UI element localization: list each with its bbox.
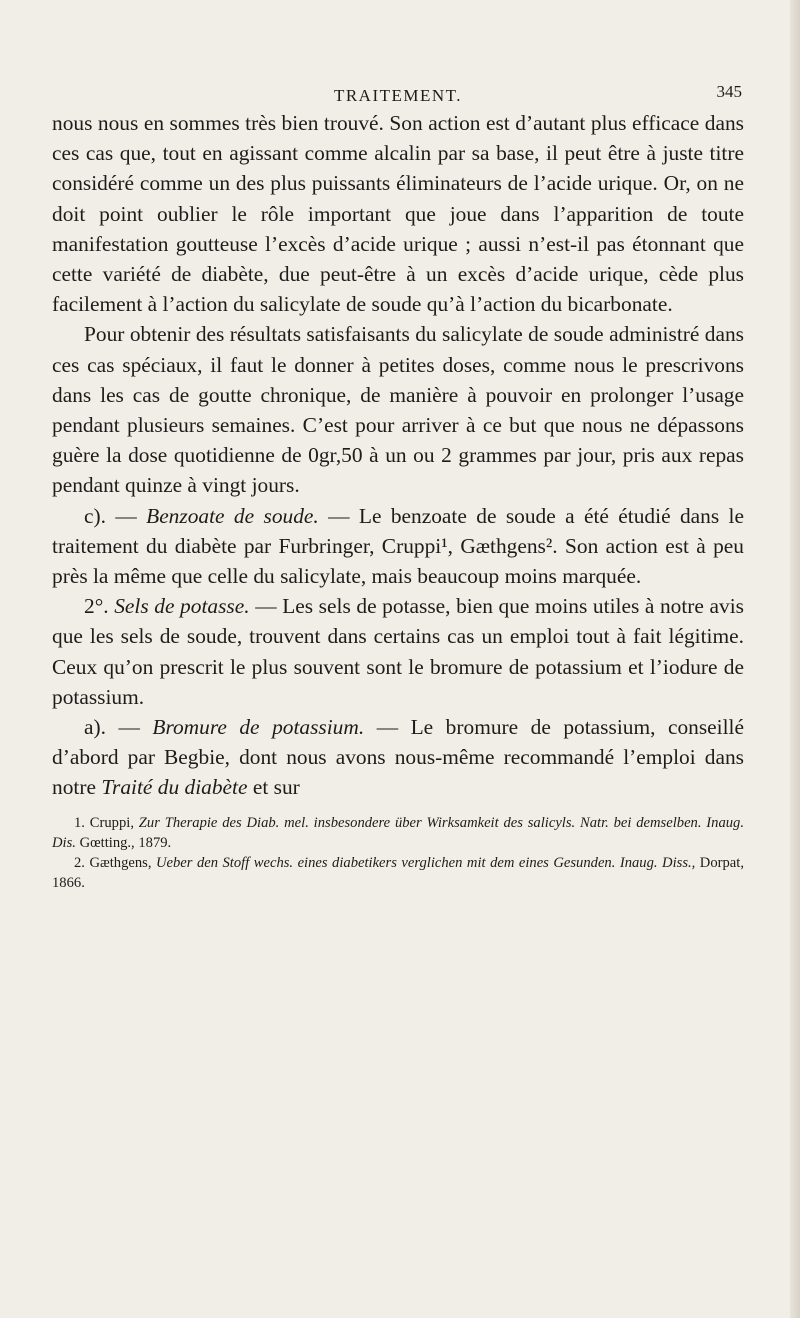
footnote-title: Zur Therapie des Diab. mel. insbesondere über Wirksamkeit des salicyls. Natr. bei demselben. Inaug. Dis. xyxy=(52,814,745,851)
section-marker: c). — xyxy=(84,503,147,528)
paragraph-sels-potasse xyxy=(52,591,744,712)
section-heading: Sels de potasse. xyxy=(114,594,250,619)
page-number: 345 xyxy=(716,82,742,101)
section-heading: Benzoate de soude. xyxy=(146,503,319,528)
footnote-author: Gæthgens, xyxy=(89,854,152,871)
footnote-publication: Dorpat, 1866. xyxy=(52,854,744,891)
paragraph-benzoate xyxy=(52,501,744,592)
paragraph-2 xyxy=(52,319,744,500)
footnote-mark: 1. xyxy=(74,814,85,831)
footnote-1 xyxy=(52,813,744,853)
paragraph-1 xyxy=(52,108,744,319)
paragraph-text: — Les sels de potasse, bien que moins utiles à notre avis que les sels de soude, trouvent dans certains cas un emploi tout à fait légitime. Ceux qu’on prescrit le plus souvent sont le bromure de potassium et l’iodure de potassium. xyxy=(52,594,744,709)
paragraph-text-end: et sur xyxy=(247,775,300,800)
page-edge-shadow xyxy=(790,0,800,1318)
book-page xyxy=(52,72,744,893)
footnote-title: Ueber den Stoff wechs. eines diabetikers verglichen mit dem eines Gesunden. Inaug. Diss., xyxy=(155,854,696,871)
paragraph-text: Pour obtenir des résultats satisfaisants du salicylate de soude administré dans ces cas spéciaux, il faut le donner à petites doses, comme nous le prescrivons dans les cas de goutte chronique, de manière à pouvoir en prolonger l’usage pendant plusieurs semaines. C’est pour arriver à ce but que nous ne dépassons guère la dose quotidienne de 0gr,50 à un ou 2 grammes par jour, pris aux repas pendant quinze à vingt jours. xyxy=(52,322,744,498)
running-title: TRAITEMENT. xyxy=(333,86,463,105)
footnotes xyxy=(52,813,744,893)
paragraph-text: nous nous en sommes très bien trouvé. Son action est d’autant plus efficace dans ces cas que, tout en agissant comme alcalin par sa base, il peut être à juste titre considéré comme un des plus puissants éliminateurs de l’acide urique. Or, on ne doit point oublier le rôle important que joue dans l’apparition de toute manifestation goutteuse l’excès d’acide urique ; aussi n’est-il pas étonnant que cette variété de diabète, due peut-être à un excès d’acide urique, cède plus facilement à l’action du salicylate de soude qu’à l’action du bicarbonate. xyxy=(52,111,744,317)
footnote-publication: Gœtting., 1879. xyxy=(79,834,172,851)
section-marker: a). — xyxy=(84,715,153,740)
footnote-author: Cruppi, xyxy=(89,814,134,831)
body-text xyxy=(52,108,744,803)
section-marker: 2°. xyxy=(84,594,115,619)
book-title: Traité du diabète xyxy=(101,775,248,800)
footnote-2 xyxy=(52,853,744,893)
section-heading: Bromure de potassium. xyxy=(152,715,365,740)
paragraph-text: — Le bromure de potassium, conseillé d’abord par Begbie, dont nous avons nous-même recommandé l’emploi dans notre xyxy=(52,715,744,800)
paragraph-text: — Le benzoate de soude a été étudié dans le traitement du diabète par Furbringer, Cruppi¹, Gæthgens². Son action est à peu près la même que celle du salicylate, mais beaucoup moins marquée. xyxy=(52,503,744,589)
footnote-mark: 2. xyxy=(74,854,85,871)
running-head xyxy=(52,72,744,106)
paragraph-bromure xyxy=(52,712,744,803)
